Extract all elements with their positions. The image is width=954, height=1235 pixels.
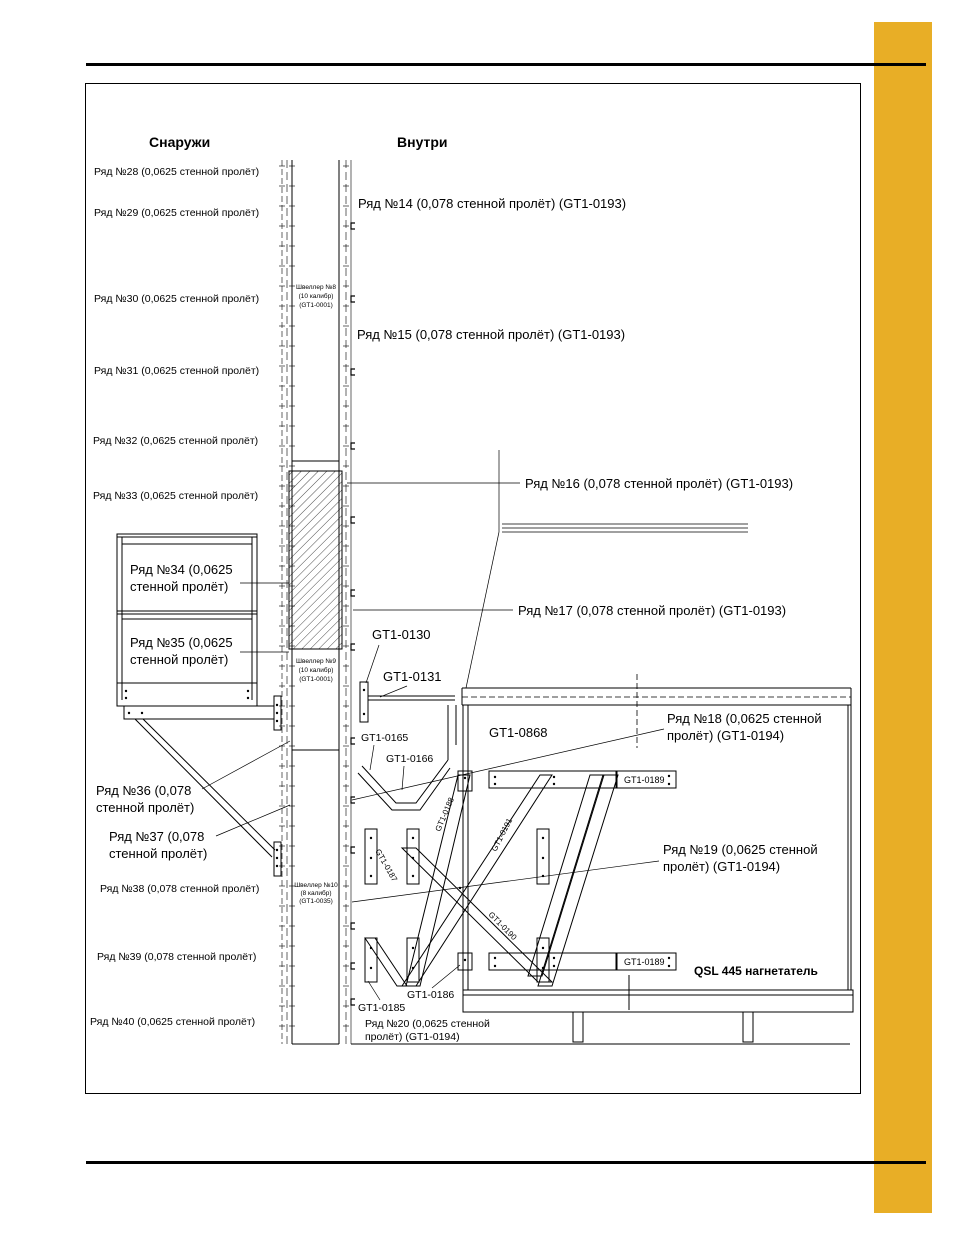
- support-frame: [358, 682, 618, 986]
- inside-row-20: [365, 1018, 490, 1043]
- part-gt1-0190: GT1-0190: [486, 910, 519, 942]
- outside-row-39: Ряд №39 (0,078 стенной пролёт): [97, 951, 257, 963]
- part-gt1-0185: GT1-0185: [358, 1002, 406, 1014]
- part-gt1-0191: GT1-0191: [489, 816, 515, 853]
- part-gt1-0189-top: GT1-0189: [624, 775, 665, 785]
- inside-row-16: Ряд №16 (0,078 стенной пролёт) (GT1-0193): [525, 476, 794, 491]
- outside-row-34: [130, 562, 233, 594]
- outside-row-28: Ряд №28 (0,0625 стенной пролёт): [94, 166, 260, 178]
- inside-row-18: [667, 711, 822, 743]
- outside-row-32: Ряд №32 (0,0625 стенной пролёт): [93, 435, 259, 447]
- outside-row-35: [130, 635, 233, 667]
- svg-text:стенной пролёт): стенной пролёт): [109, 846, 208, 861]
- svg-text:пролёт) (GT1-0194): пролёт) (GT1-0194): [667, 728, 785, 743]
- part-gt1-0868: GT1-0868: [489, 725, 548, 740]
- outside-row-36: [96, 783, 194, 815]
- part-gt1-0186: GT1-0186: [407, 989, 455, 1001]
- outside-row-30: Ряд №30 (0,0625 стенной пролёт): [94, 293, 260, 305]
- part-gt1-0130: GT1-0130: [372, 627, 431, 642]
- svg-text:Швеллер №9: Швеллер №9: [296, 658, 336, 665]
- svg-text:пролёт) (GT1-0194): пролёт) (GT1-0194): [365, 1031, 460, 1043]
- part-gt1-0188: GT1-0188: [433, 796, 456, 833]
- svg-text:(8 калибр): (8 калибр): [300, 890, 332, 897]
- part-gt1-0165: GT1-0165: [361, 732, 409, 744]
- outside-row-40: Ряд №40 (0,0625 стенной пролёт): [90, 1016, 256, 1028]
- inside-row-15: Ряд №15 (0,078 стенной пролёт) (GT1-0193): [357, 327, 626, 342]
- part-gt1-0131: GT1-0131: [383, 669, 442, 684]
- svg-text:Ряд №35 (0,0625: Ряд №35 (0,0625: [130, 635, 233, 650]
- inside-row-brackets: [351, 223, 355, 1005]
- channel-9-label: [296, 658, 336, 683]
- inside-row-19: [663, 842, 818, 874]
- svg-text:(GT1-0035): (GT1-0035): [299, 898, 333, 905]
- svg-text:стенной пролёт): стенной пролёт): [96, 800, 195, 815]
- svg-text:Швеллер №10: Швеллер №10: [294, 882, 338, 889]
- part-gt1-0187: GT1-0187: [373, 847, 400, 884]
- svg-text:Ряд №36 (0,078: Ряд №36 (0,078: [96, 783, 192, 798]
- svg-text:(GT1-0001): (GT1-0001): [299, 302, 333, 309]
- svg-text:(10 калибр): (10 калибр): [298, 667, 334, 674]
- svg-text:Ряд №20 (0,0625 стенной: Ряд №20 (0,0625 стенной: [365, 1018, 490, 1030]
- part-gt1-0189-bottom: GT1-0189: [624, 957, 665, 967]
- outside-header: Снаружи: [149, 134, 211, 150]
- svg-text:Швеллер №8: Швеллер №8: [296, 284, 336, 291]
- inside-header: Внутри: [397, 134, 448, 150]
- blower-label: QSL 445 нагнетатель: [694, 964, 818, 978]
- svg-text:стенной пролёт): стенной пролёт): [130, 652, 229, 667]
- outside-row-38: Ряд №38 (0,078 стенной пролёт): [100, 883, 260, 895]
- channel-10-label: [294, 882, 338, 905]
- outside-row-29: Ряд №29 (0,0625 стенной пролёт): [94, 207, 260, 219]
- svg-text:(10 калибр): (10 калибр): [298, 293, 334, 300]
- part-gt1-0166: GT1-0166: [386, 753, 434, 765]
- channel-8-label: [296, 284, 336, 309]
- inside-row-14: Ряд №14 (0,078 стенной пролёт) (GT1-0193): [358, 196, 627, 211]
- outside-row-37: [109, 829, 207, 861]
- outside-row-33: Ряд №33 (0,0625 стенной пролёт): [93, 490, 259, 502]
- svg-text:Ряд №34 (0,0625: Ряд №34 (0,0625: [130, 562, 233, 577]
- svg-text:Ряд №18 (0,0625 стенной: Ряд №18 (0,0625 стенной: [667, 711, 822, 726]
- svg-text:Ряд №37 (0,078: Ряд №37 (0,078: [109, 829, 205, 844]
- svg-text:пролёт) (GT1-0194): пролёт) (GT1-0194): [663, 859, 781, 874]
- svg-text:(GT1-0001): (GT1-0001): [299, 676, 333, 683]
- inside-row-17: Ряд №17 (0,078 стенной пролёт) (GT1-0193): [518, 603, 787, 618]
- outside-row-31: Ряд №31 (0,0625 стенной пролёт): [94, 365, 260, 377]
- svg-text:Ряд №19 (0,0625 стенной: Ряд №19 (0,0625 стенной: [663, 842, 818, 857]
- svg-text:стенной пролёт): стенной пролёт): [130, 579, 229, 594]
